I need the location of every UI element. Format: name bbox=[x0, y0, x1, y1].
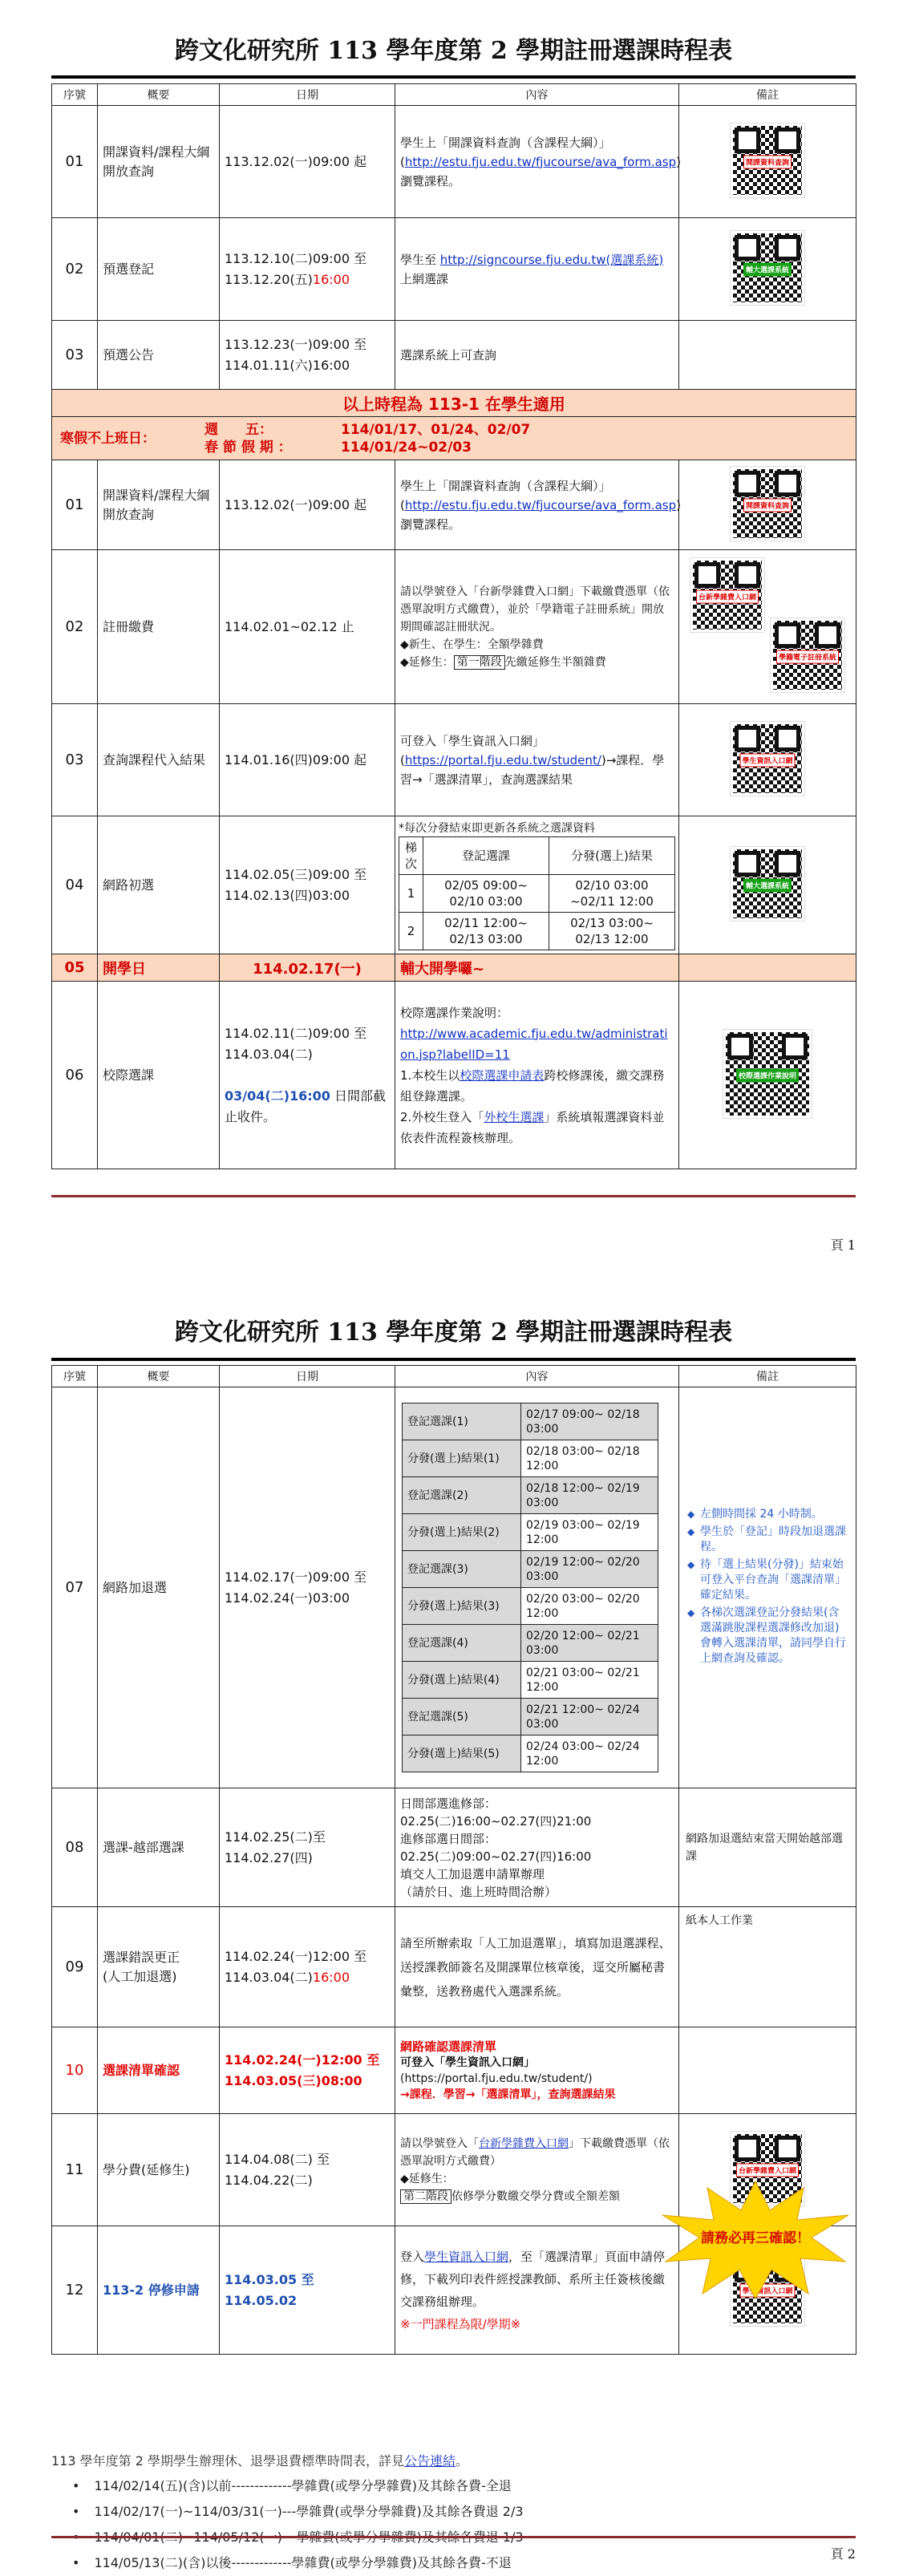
batch-head: 分發(選上)結果 bbox=[549, 836, 675, 874]
refund-item: • 114/05/13(二)(含)以後-------------學雜費(或學分學雜費)及其餘各費-不退 bbox=[72, 2550, 524, 2576]
row-no: 11 bbox=[52, 2114, 98, 2226]
add-drop-table bbox=[402, 1403, 658, 1772]
add-drop-row bbox=[403, 1477, 658, 1514]
course-query-link[interactable]: http://estu.fju.edu.tw/fjucourse/ava_form.asp bbox=[404, 154, 677, 169]
row-no: 10 bbox=[52, 2027, 98, 2114]
holiday-label: 寒假不上班日： bbox=[60, 430, 156, 447]
date-line: 114.02.11(二)09:00 至 bbox=[225, 1025, 367, 1041]
row-note bbox=[679, 816, 856, 954]
content-text: →課程．學習→「選課清單」，查詢選課結果 bbox=[400, 2088, 616, 2101]
content-text: 請以學號登入「台新學雜費入口網」下載繳費憑單（依憑單說明方式繳費），並於「學籍電子註冊系統」開放期間確認註冊狀況。 bbox=[400, 585, 670, 634]
content-text: 1.本校生以 bbox=[400, 1067, 460, 1083]
page-1 bbox=[0, 0, 907, 1283]
row-date: 114.01.16(四)09:00 起 bbox=[220, 704, 395, 816]
add-drop-row bbox=[403, 1625, 658, 1662]
page-title: 跨文化研究所 113 學年度第 2 學期註冊選課時程表 bbox=[174, 1318, 733, 1347]
date-line: 114.02.13(四)03:00 bbox=[225, 887, 350, 903]
date-deadline: 16:00 bbox=[312, 271, 350, 287]
batch-row bbox=[399, 874, 675, 912]
qr-caption: 校際選課作業說明 bbox=[736, 1068, 799, 1082]
content-text: 學生上「開課資料查詢（含課程大綱）」( bbox=[400, 135, 611, 169]
footer-intro bbox=[51, 2451, 468, 2469]
holiday-row bbox=[52, 417, 856, 460]
table-header bbox=[52, 1366, 856, 1387]
batch-cell: 1 bbox=[399, 874, 423, 912]
header-date: 日期 bbox=[220, 1366, 395, 1387]
row-item bbox=[98, 1907, 220, 2027]
qr-caption: 學生資訊入口網 bbox=[739, 753, 795, 767]
row-item: 註冊繳費 bbox=[98, 550, 220, 704]
row-no: 09 bbox=[52, 1907, 98, 2027]
add-drop-time: 02/21 03:00~ 02/21 12:00 bbox=[521, 1662, 658, 1699]
date-line: 114.03.04(二) bbox=[225, 1046, 313, 1062]
content-text: 上網選課 bbox=[400, 271, 449, 286]
row-note bbox=[679, 106, 856, 218]
content-text: 進修部選日間部： bbox=[400, 1831, 497, 1846]
content-text bbox=[400, 654, 674, 671]
date-deadline: 03/04(二)16:00 bbox=[225, 1088, 330, 1104]
content-text: ) 瀏覽課程。 bbox=[400, 154, 682, 188]
content-text: 」系統填報選課資料並依表件流程簽核辦理。 bbox=[400, 1109, 665, 1145]
add-drop-time: 02/18 12:00~ 02/19 03:00 bbox=[521, 1477, 658, 1514]
row-item: 開課資料/課程大綱開放查詢 bbox=[98, 106, 220, 218]
date-line: 114.02.25(二)至 bbox=[225, 1829, 326, 1845]
content-text: 02.25(二)09:00~02.27(四)16:00 bbox=[400, 1849, 592, 1864]
qr-code bbox=[771, 618, 844, 695]
qr-code bbox=[731, 231, 804, 308]
qr-code bbox=[731, 467, 804, 544]
signcourse-link[interactable]: http://signcourse.fju.edu.tw(選課系統) bbox=[439, 252, 664, 267]
qr-code bbox=[690, 558, 764, 635]
row-no: 02 bbox=[52, 550, 98, 704]
header-note: 備註 bbox=[679, 84, 856, 106]
row-note bbox=[679, 321, 856, 390]
row-note: 紙本人工作業 bbox=[679, 1907, 856, 2027]
qr-caption: 台新學雜費入口網 bbox=[736, 2163, 799, 2177]
header-item: 概要 bbox=[98, 84, 220, 106]
qr-caption: 開課資料查詢 bbox=[743, 155, 792, 168]
row-content bbox=[395, 704, 679, 816]
table-row bbox=[52, 460, 856, 550]
content-text: 2.外校生登入「 bbox=[400, 1109, 484, 1124]
add-drop-time: 02/18 03:00~ 02/18 12:00 bbox=[521, 1440, 658, 1477]
batch-header bbox=[399, 836, 675, 874]
table-row bbox=[52, 704, 856, 816]
row-item: 開課資料/課程大綱開放查詢 bbox=[98, 460, 220, 550]
inter-school-form-link[interactable]: 校際選課申請表 bbox=[460, 1067, 545, 1083]
notes-list bbox=[687, 1507, 848, 1667]
announcement-link[interactable]: 公告連結 bbox=[403, 2453, 456, 2469]
row-note bbox=[679, 954, 856, 982]
row-no: 08 bbox=[52, 1788, 98, 1907]
content-text: 登入 bbox=[400, 2249, 425, 2264]
content-text: 填交人工加退選申請單辦理 bbox=[400, 1866, 545, 1881]
content-text: （請於日、進上班時間洽辦） bbox=[400, 1884, 557, 1899]
add-drop-stage: 登記選課(5) bbox=[403, 1699, 521, 1736]
row-date bbox=[220, 2027, 395, 2114]
content-text: 」下載繳費憑單（依憑單說明方式繳費） bbox=[400, 2137, 670, 2168]
date-line: 114.02.24(一)03:00 bbox=[225, 1590, 350, 1606]
stage-box: 第二階段 bbox=[400, 2189, 451, 2204]
qr-code bbox=[723, 1030, 812, 1121]
add-drop-stage: 登記選課(4) bbox=[403, 1625, 521, 1662]
row-date bbox=[220, 982, 395, 1169]
content-text: 學生上「開課資料查詢（含課程大綱）」( bbox=[400, 478, 611, 512]
content-text: ，至「選課清單」頁面申請停修，下載列印表件經授課教師、系所主任簽核後繳交課務組辦理。 bbox=[400, 2249, 666, 2309]
row-content bbox=[395, 1387, 679, 1788]
row-content: 輔大開學囉~ bbox=[395, 954, 679, 982]
add-drop-time: 02/20 03:00~ 02/20 12:00 bbox=[521, 1588, 658, 1625]
row-date bbox=[220, 218, 395, 321]
content-text bbox=[400, 2135, 674, 2170]
qr-caption: 台新學雜費入口網 bbox=[696, 590, 759, 604]
row-date: 114.02.01~02.12 止 bbox=[220, 550, 395, 704]
row-no: 03 bbox=[52, 704, 98, 816]
row-date bbox=[220, 1907, 395, 2027]
row-date: 113.12.02(一)09:00 起 bbox=[220, 460, 395, 550]
date-text: 113.12.20(五) bbox=[225, 271, 313, 287]
add-drop-stage: 登記選課(3) bbox=[403, 1551, 521, 1588]
batch-head: 登記選課 bbox=[423, 836, 549, 874]
row-date bbox=[220, 816, 395, 954]
title-rule bbox=[51, 1358, 856, 1361]
add-drop-stage: 分發(選上)結果(3) bbox=[403, 1588, 521, 1625]
add-drop-stage: 登記選課(1) bbox=[403, 1403, 521, 1440]
refund-item: • 114/02/14(五)(含)以前-------------學雜費(或學分學雜費)及其餘各費-全退 bbox=[72, 2473, 524, 2499]
add-drop-stage: 分發(選上)結果(2) bbox=[403, 1514, 521, 1551]
date-line: 114.02.27(四) bbox=[225, 1849, 313, 1865]
date-line: 114.03.05 至 bbox=[225, 2271, 314, 2287]
row-no: 05 bbox=[52, 954, 98, 982]
holiday-friday-label: 週 五： bbox=[204, 421, 273, 438]
note-item: ◆ 學生於「登記」時段加退選課程。 bbox=[687, 1525, 848, 1555]
qr-caption: 開課資料查詢 bbox=[743, 498, 792, 512]
academic-link[interactable]: http://www.academic.fju.edu.tw/administration.jsp?labelID=11 bbox=[400, 1026, 668, 1062]
qr-caption: 學生資訊入口網 bbox=[739, 2283, 795, 2297]
refund-list bbox=[72, 2473, 524, 2576]
table-row bbox=[52, 218, 856, 321]
footer-rule bbox=[51, 2536, 856, 2538]
row-date bbox=[220, 1788, 395, 1907]
row-no: 07 bbox=[52, 1387, 98, 1788]
row-content bbox=[395, 2226, 679, 2355]
date-line: 114.04.22(二) bbox=[225, 2172, 313, 2188]
add-drop-row bbox=[403, 1662, 658, 1699]
refund-item: • 114/02/17(一)~114/03/31(一)---學雜費(或學分學雜費)及其餘各費退 2/3 bbox=[72, 2499, 524, 2525]
date-line: 114.02.24(一)12:00 至 bbox=[225, 1948, 367, 1964]
table-row bbox=[52, 321, 856, 390]
row-note bbox=[679, 704, 856, 816]
row-date: 114.02.17(一) bbox=[220, 954, 395, 982]
content-text: (https://portal.fju.edu.tw/student/) bbox=[400, 2072, 593, 2085]
row-note bbox=[679, 1387, 856, 1788]
row-content bbox=[395, 2027, 679, 2114]
add-drop-row bbox=[403, 1588, 658, 1625]
row-content bbox=[395, 106, 682, 218]
item-line: (人工加退選) bbox=[103, 1968, 177, 1984]
header-item: 概要 bbox=[98, 1366, 220, 1387]
batch-cell: 02/13 03:00~ 02/13 12:00 bbox=[549, 912, 675, 950]
batch-cell: 02/05 09:00~ 02/10 03:00 bbox=[423, 874, 549, 912]
qr-code bbox=[731, 847, 804, 924]
row-content: 選課系統上可查詢 bbox=[395, 321, 679, 390]
content-text: 先繳延修生半額雜費 bbox=[504, 655, 606, 669]
note-item: ◆ 待「選上結果(分發)」結束始可登入平台查詢「選課清單」確定結果。 bbox=[687, 1557, 848, 1603]
table-row bbox=[52, 2027, 856, 2114]
content-title: 網路確認選課清單 bbox=[400, 2039, 497, 2054]
add-drop-row bbox=[403, 1403, 658, 1440]
content-text: ◆延修生： bbox=[400, 655, 454, 669]
add-drop-row bbox=[403, 1440, 658, 1477]
content-text: ※一門課程為限/學期※ bbox=[400, 2316, 521, 2331]
row-date bbox=[220, 321, 395, 390]
holiday-newyear-value: 114/01/24~02/03 bbox=[341, 439, 472, 456]
row-item: 學分費(延修生) bbox=[98, 2114, 220, 2226]
content-text bbox=[400, 2246, 674, 2313]
add-drop-stage: 分發(選上)結果(4) bbox=[403, 1662, 521, 1699]
banner-text: 以上時程為 113-1 在學生適用 bbox=[52, 390, 856, 417]
table-header bbox=[52, 84, 856, 106]
footer-rule bbox=[51, 1195, 856, 1197]
row-item: 113-2 停修申請 bbox=[98, 2226, 220, 2355]
date-line bbox=[225, 1086, 390, 1128]
add-drop-time: 02/19 03:00~ 02/19 12:00 bbox=[521, 1514, 658, 1551]
row-content bbox=[395, 218, 679, 321]
row-note bbox=[679, 460, 856, 550]
row-no: 01 bbox=[52, 460, 98, 550]
row-item: 選課-越部選課 bbox=[98, 1788, 220, 1907]
row-note bbox=[679, 982, 856, 1169]
table-row bbox=[52, 1387, 856, 1788]
footer-text: 。 bbox=[456, 2453, 469, 2469]
date-line: 113.12.23(一)09:00 至 bbox=[225, 336, 367, 352]
header-date: 日期 bbox=[220, 84, 395, 106]
holiday-newyear-label: 春 節 假 期 ： bbox=[204, 439, 292, 456]
table-row bbox=[52, 1907, 856, 2027]
schedule-table-1 bbox=[51, 83, 856, 1169]
add-drop-stage: 分發(選上)結果(5) bbox=[403, 1736, 521, 1772]
content-text bbox=[400, 1065, 674, 1107]
content-text: *每次分發結束即更新各系統之選課資料 bbox=[399, 821, 595, 835]
taishin-portal-link[interactable]: 台新學雜費入口網 bbox=[479, 2137, 569, 2150]
row-item: 網路加退選 bbox=[98, 1387, 220, 1788]
add-drop-row bbox=[403, 1514, 658, 1551]
portal-link[interactable]: https://portal.fju.edu.tw/student/ bbox=[404, 752, 601, 768]
row-no: 06 bbox=[52, 982, 98, 1169]
date-line: 114.02.17(一)09:00 至 bbox=[225, 1569, 367, 1585]
row-content bbox=[395, 550, 679, 704]
row-date bbox=[220, 2226, 395, 2355]
date-line bbox=[225, 269, 390, 290]
qr-code bbox=[731, 722, 804, 799]
date-line: 114.05.02 bbox=[225, 2292, 298, 2308]
content-text: ) 瀏覽課程。 bbox=[400, 497, 682, 532]
content-text: 請以學號登入「 bbox=[400, 2137, 479, 2150]
add-drop-stage: 分發(選上)結果(1) bbox=[403, 1440, 521, 1477]
batch-cell: 02/10 03:00 ~02/11 12:00 bbox=[549, 874, 675, 912]
add-drop-time: 02/20 12:00~ 02/21 03:00 bbox=[521, 1625, 658, 1662]
date-line bbox=[225, 1967, 390, 1988]
qr-caption: 輔大選課系統 bbox=[743, 878, 792, 892]
row-content: 請至所辦索取「人工加退選單」，填寫加退選課程、送授課教師簽名及開課單位核章後，逕交所屬秘書彙整，送教務處代入選課系統。 bbox=[395, 1907, 679, 2027]
add-drop-time: 02/17 09:00~ 02/18 03:00 bbox=[521, 1403, 658, 1440]
header-no: 序號 bbox=[52, 1366, 98, 1387]
row-item: 預選登記 bbox=[98, 218, 220, 321]
table-row bbox=[52, 982, 856, 1169]
add-drop-row bbox=[403, 1699, 658, 1736]
note-item: ◆ 各梯次選課登記分發結果(含選滿跳脫課程選課修改加退)會轉入選課清單，請同學自行上網查詢及確認。 bbox=[687, 1606, 848, 1667]
date-text: 114.03.04(二) bbox=[225, 1969, 313, 1985]
add-drop-row bbox=[403, 1736, 658, 1772]
content-text: 日間部選進修部： bbox=[400, 1796, 497, 1811]
date-line: 114.04.08(二) 至 bbox=[225, 2151, 330, 2167]
date-line: 114.02.05(三)09:00 至 bbox=[225, 866, 367, 882]
batch-cell: 02/11 12:00~ 02/13 03:00 bbox=[423, 912, 549, 950]
page-2 bbox=[0, 1283, 907, 2570]
date-line: 113.12.10(二)09:00 至 bbox=[225, 250, 367, 266]
batch-table bbox=[399, 836, 675, 950]
row-item: 預選公告 bbox=[98, 321, 220, 390]
date-deadline: 16:00 bbox=[312, 1969, 350, 1985]
row-content bbox=[395, 982, 679, 1169]
row-note bbox=[679, 550, 856, 704]
content-text: ◆延修生： bbox=[400, 2172, 454, 2185]
row-item: 校際選課 bbox=[98, 982, 220, 1169]
date-line: 114.02.24(一)12:00 至 bbox=[225, 2051, 380, 2068]
row-item: 開學日 bbox=[98, 954, 220, 982]
batch-cell: 2 bbox=[399, 912, 423, 950]
batch-head: 梯次 bbox=[399, 836, 423, 874]
content-text: 可登入「學生資訊入口網」( bbox=[400, 733, 545, 768]
row-item: 選課清單確認 bbox=[98, 2027, 220, 2114]
qr-caption: 學籍電子註冊系統 bbox=[776, 650, 839, 664]
content-text bbox=[400, 2188, 674, 2205]
table-row bbox=[52, 816, 856, 954]
title-rule bbox=[51, 75, 856, 79]
content-text: )→課程．學習→「選課清單」，查詢選課結果 bbox=[400, 752, 665, 787]
row-date: 113.12.02(一)09:00 起 bbox=[220, 106, 395, 218]
table-row bbox=[52, 1788, 856, 1907]
row-date bbox=[220, 2114, 395, 2226]
content-text: 校際選課作業說明： bbox=[400, 1005, 509, 1020]
table-row bbox=[52, 106, 856, 218]
table-row bbox=[52, 550, 856, 704]
row-no: 03 bbox=[52, 321, 98, 390]
row-content bbox=[395, 460, 682, 550]
row-no: 04 bbox=[52, 816, 98, 954]
item-line: 選課錯誤更正 bbox=[103, 1949, 180, 1965]
header-content: 內容 bbox=[395, 1366, 679, 1387]
header-content: 內容 bbox=[395, 84, 679, 106]
row-item: 網路初選 bbox=[98, 816, 220, 954]
stage-box: 第一階段 bbox=[454, 655, 505, 670]
note-item: ◆ 左側時間採 24 小時制。 bbox=[687, 1507, 848, 1522]
content-text: 跨校修課後，繳交課務組登錄選課。 bbox=[400, 1067, 665, 1104]
add-drop-time: 02/21 12:00~ 02/24 03:00 bbox=[521, 1699, 658, 1736]
row-note bbox=[679, 2027, 856, 2114]
row-content bbox=[395, 1788, 679, 1907]
content-text: 學生至 bbox=[400, 252, 440, 267]
burst-text: 請務必再三確認！ bbox=[701, 2230, 810, 2246]
add-drop-stage: 登記選課(2) bbox=[403, 1477, 521, 1514]
reminder-burst bbox=[659, 2180, 852, 2300]
table-row bbox=[52, 954, 856, 982]
row-no: 01 bbox=[52, 106, 98, 218]
row-content bbox=[395, 2114, 679, 2226]
add-drop-time: 02/19 12:00~ 02/20 03:00 bbox=[521, 1551, 658, 1588]
content-text: 可登入「學生資訊入口網」 bbox=[400, 2056, 535, 2069]
holiday-friday-value: 114/01/17、01/24、02/07 bbox=[341, 421, 531, 438]
row-no: 02 bbox=[52, 218, 98, 321]
page-number: 頁 1 bbox=[830, 1237, 856, 1253]
date-line: 114.01.11(六)16:00 bbox=[225, 357, 350, 373]
external-student-link[interactable]: 外校生選課 bbox=[484, 1109, 545, 1124]
row-content bbox=[395, 816, 679, 954]
holiday-cell bbox=[52, 417, 856, 460]
course-query-link[interactable]: http://estu.fju.edu.tw/fjucourse/ava_form.asp bbox=[404, 497, 677, 512]
add-drop-row bbox=[403, 1551, 658, 1588]
batch-row bbox=[399, 912, 675, 950]
page-title: 跨文化研究所 113 學年度第 2 學期註冊選課時程表 bbox=[174, 37, 733, 65]
student-portal-link[interactable]: 學生資訊入口網 bbox=[424, 2249, 509, 2264]
header-no: 序號 bbox=[52, 84, 98, 106]
content-text: 02.25(二)16:00~02.27(四)21:00 bbox=[400, 1813, 592, 1829]
row-note: 網路加退選結束當天開始越部選課 bbox=[679, 1788, 856, 1907]
row-item: 查詢課程代入結果 bbox=[98, 704, 220, 816]
row-date bbox=[220, 1387, 395, 1788]
banner-row bbox=[52, 390, 856, 417]
content-text: ◆新生、在學生：全額學雜費 bbox=[400, 638, 544, 651]
qr-code bbox=[731, 124, 804, 200]
page-number: 頁 2 bbox=[830, 2546, 856, 2562]
date-text: 日間部截止收件。 bbox=[225, 1088, 387, 1124]
row-no: 12 bbox=[52, 2226, 98, 2355]
add-drop-time: 02/24 03:00~ 02/24 12:00 bbox=[521, 1736, 658, 1772]
content-text: 依修學分數繳交學分費或全額差額 bbox=[451, 2189, 620, 2203]
qr-caption: 輔大選課系統 bbox=[743, 262, 792, 276]
row-note bbox=[679, 218, 856, 321]
content-text bbox=[400, 1107, 674, 1148]
header-note: 備註 bbox=[679, 1366, 856, 1387]
date-line: 114.03.05(三)08:00 bbox=[225, 2072, 362, 2088]
footer-text: 113 學年度第 2 學期學生辦理休、退學退費標準時間表，詳見 bbox=[51, 2453, 404, 2469]
